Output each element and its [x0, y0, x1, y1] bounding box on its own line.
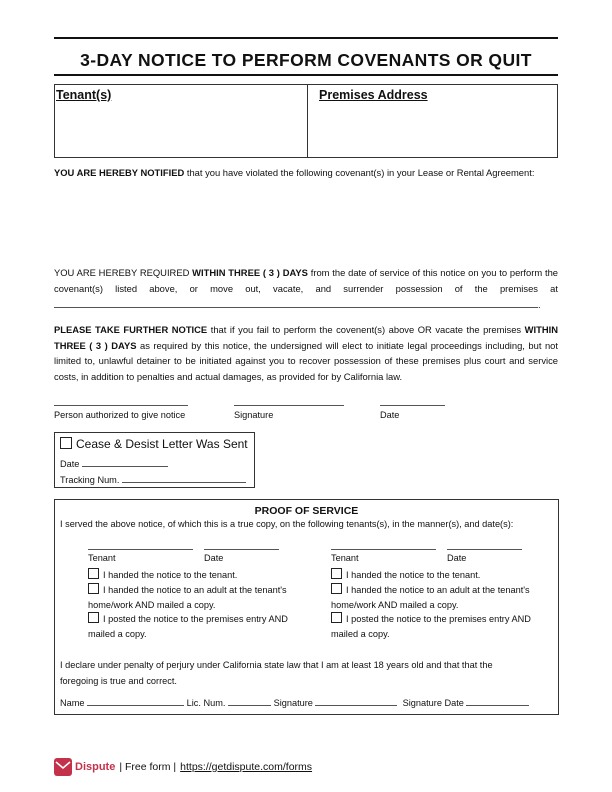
proof-date-label-1: Date — [204, 553, 224, 563]
proof-option-text: mailed a copy. — [331, 629, 390, 639]
proof-checkbox-3-col2[interactable] — [331, 612, 342, 623]
cease-desist-row[interactable] — [60, 437, 248, 451]
notice-text-1: that you have violated the following covenant(s) in your Lease or Rental Agreement: — [186, 167, 535, 178]
name-field[interactable] — [87, 695, 184, 706]
footer-url-link[interactable]: https://getdispute.com/forms — [180, 761, 313, 773]
cease-desist-checkbox[interactable] — [60, 437, 72, 449]
date-label: Date — [380, 410, 400, 420]
date-line[interactable] — [380, 405, 445, 406]
footer — [54, 757, 312, 777]
cease-tracking-field[interactable] — [122, 472, 246, 483]
declaration-line-1: I declare under penalty of perjury under California state law that I am at least 18 years old and that that the — [60, 660, 493, 670]
proof-option-2-col2[interactable] — [331, 583, 530, 613]
premises-cell[interactable] — [308, 85, 557, 157]
proof-option-text: I handed the notice to the tenant. — [346, 570, 481, 580]
footer-free-form: | Free form | — [119, 761, 177, 773]
cease-desist-title: Cease & Desist Letter Was Sent — [76, 437, 248, 451]
sigdate-field[interactable] — [466, 695, 529, 706]
proof-option-text: home/work AND mailed a copy. — [88, 600, 216, 610]
notice-bold-3a: PLEASE TAKE FURTHER NOTICE — [54, 324, 208, 335]
proof-title: PROOF OF SERVICE — [254, 505, 359, 517]
tenant-label: Tenant(s) — [56, 88, 112, 102]
cease-date-label: Date — [60, 459, 80, 469]
proof-checkbox-1-col1[interactable] — [88, 568, 99, 579]
signature-label: Signature — [234, 410, 274, 420]
name-label: Name — [60, 698, 85, 708]
person-label: Person authorized to give notice — [54, 410, 186, 420]
cease-tracking-row — [60, 472, 246, 485]
proof-name-row — [60, 695, 529, 708]
declaration-line-2: foregoing is true and correct. — [60, 676, 177, 686]
dispute-logo-icon — [54, 758, 72, 776]
proof-date-line-1[interactable] — [204, 549, 279, 550]
premises-label: Premises Address — [319, 88, 428, 102]
proof-date-label-2: Date — [447, 553, 467, 563]
proof-option-text: I handed the notice to an adult at the tenant's — [346, 585, 530, 595]
lic-label: Lic. Num. — [186, 698, 226, 708]
premises-fill-line[interactable] — [54, 296, 538, 308]
notice-paragraph-3 — [54, 322, 558, 384]
notice-text-2a: YOU ARE HEREBY REQUIRED — [54, 267, 190, 278]
proof-option-text: I handed the notice to the tenant. — [103, 570, 238, 580]
proof-option-1-col1[interactable] — [88, 568, 237, 580]
proof-option-1-col2[interactable] — [331, 568, 480, 580]
proof-option-text: I posted the notice to the premises entry AND — [103, 614, 288, 624]
notice-paragraph-1 — [54, 165, 558, 181]
proof-option-2-col1[interactable] — [88, 583, 287, 613]
signature-line[interactable] — [234, 405, 344, 406]
notice-period: . — [538, 299, 541, 310]
notice-text-3a: that if you fail to perform the covenent(s) above OR vacate the premises — [210, 324, 522, 335]
footer-brand[interactable]: Dispute — [75, 761, 116, 773]
proof-signature-label: Signature — [273, 698, 313, 708]
proof-option-text: home/work AND mailed a copy. — [331, 600, 459, 610]
proof-option-text: I posted the notice to the premises entry AND — [346, 614, 531, 624]
sigdate-label: Signature Date — [402, 698, 464, 708]
proof-tenant-label-2: Tenant — [331, 553, 359, 563]
cease-date-row — [60, 456, 168, 469]
parties-box — [54, 84, 558, 158]
proof-tenant-line-1[interactable] — [88, 549, 193, 550]
proof-declaration — [60, 657, 493, 689]
cease-tracking-label: Tracking Num. — [60, 475, 120, 485]
proof-option-text: I handed the notice to an adult at the tenant's — [103, 585, 287, 595]
title-top-rule — [54, 37, 558, 39]
proof-of-service-box — [54, 499, 559, 715]
notice-text-2b: from the date of service of this notice on you to perform the covenant(s) listed above, or move out, vacate, and surrender possession of the premises at — [54, 267, 559, 294]
cease-date-field[interactable] — [82, 456, 168, 467]
proof-tenant-line-2[interactable] — [331, 549, 436, 550]
page-title: 3-DAY NOTICE TO PERFORM COVENANTS OR QUIT — [80, 50, 532, 70]
lic-field[interactable] — [228, 695, 271, 706]
person-line[interactable] — [54, 405, 188, 406]
proof-checkbox-2-col2[interactable] — [331, 583, 342, 594]
notice-bold-3b: WITHIN THREE ( 3 ) DAYS — [54, 324, 558, 351]
tenant-cell[interactable] — [55, 85, 308, 157]
notice-bold-1: YOU ARE HEREBY NOTIFIED — [54, 167, 185, 178]
title-bottom-rule — [54, 74, 558, 76]
proof-option-3-col1[interactable] — [88, 612, 288, 642]
notice-paragraph-2 — [54, 265, 558, 313]
cease-desist-box — [54, 432, 255, 488]
proof-checkbox-3-col1[interactable] — [88, 612, 99, 623]
notice-text-3b: as required by this notice, the undersigned will elect to initiate legal proceedings including, but not limited to, unlawful detainer to be initiated against you to recover possession of these premises plus court and service costs, in addition to penalties and actual damages, as provided for by California law. — [54, 339, 558, 382]
proof-intro: I served the above notice, of which this is a true copy, on the following tenants(s), in the manner(s), and date(s): — [60, 519, 514, 529]
proof-option-3-col2[interactable] — [331, 612, 531, 642]
proof-checkbox-1-col2[interactable] — [331, 568, 342, 579]
proof-checkbox-2-col1[interactable] — [88, 583, 99, 594]
proof-signature-field[interactable] — [315, 695, 397, 706]
proof-tenant-label-1: Tenant — [88, 553, 116, 563]
notice-bold-2: WITHIN THREE ( 3 ) DAYS — [192, 267, 308, 278]
proof-option-text: mailed a copy. — [88, 629, 147, 639]
proof-date-line-2[interactable] — [447, 549, 522, 550]
